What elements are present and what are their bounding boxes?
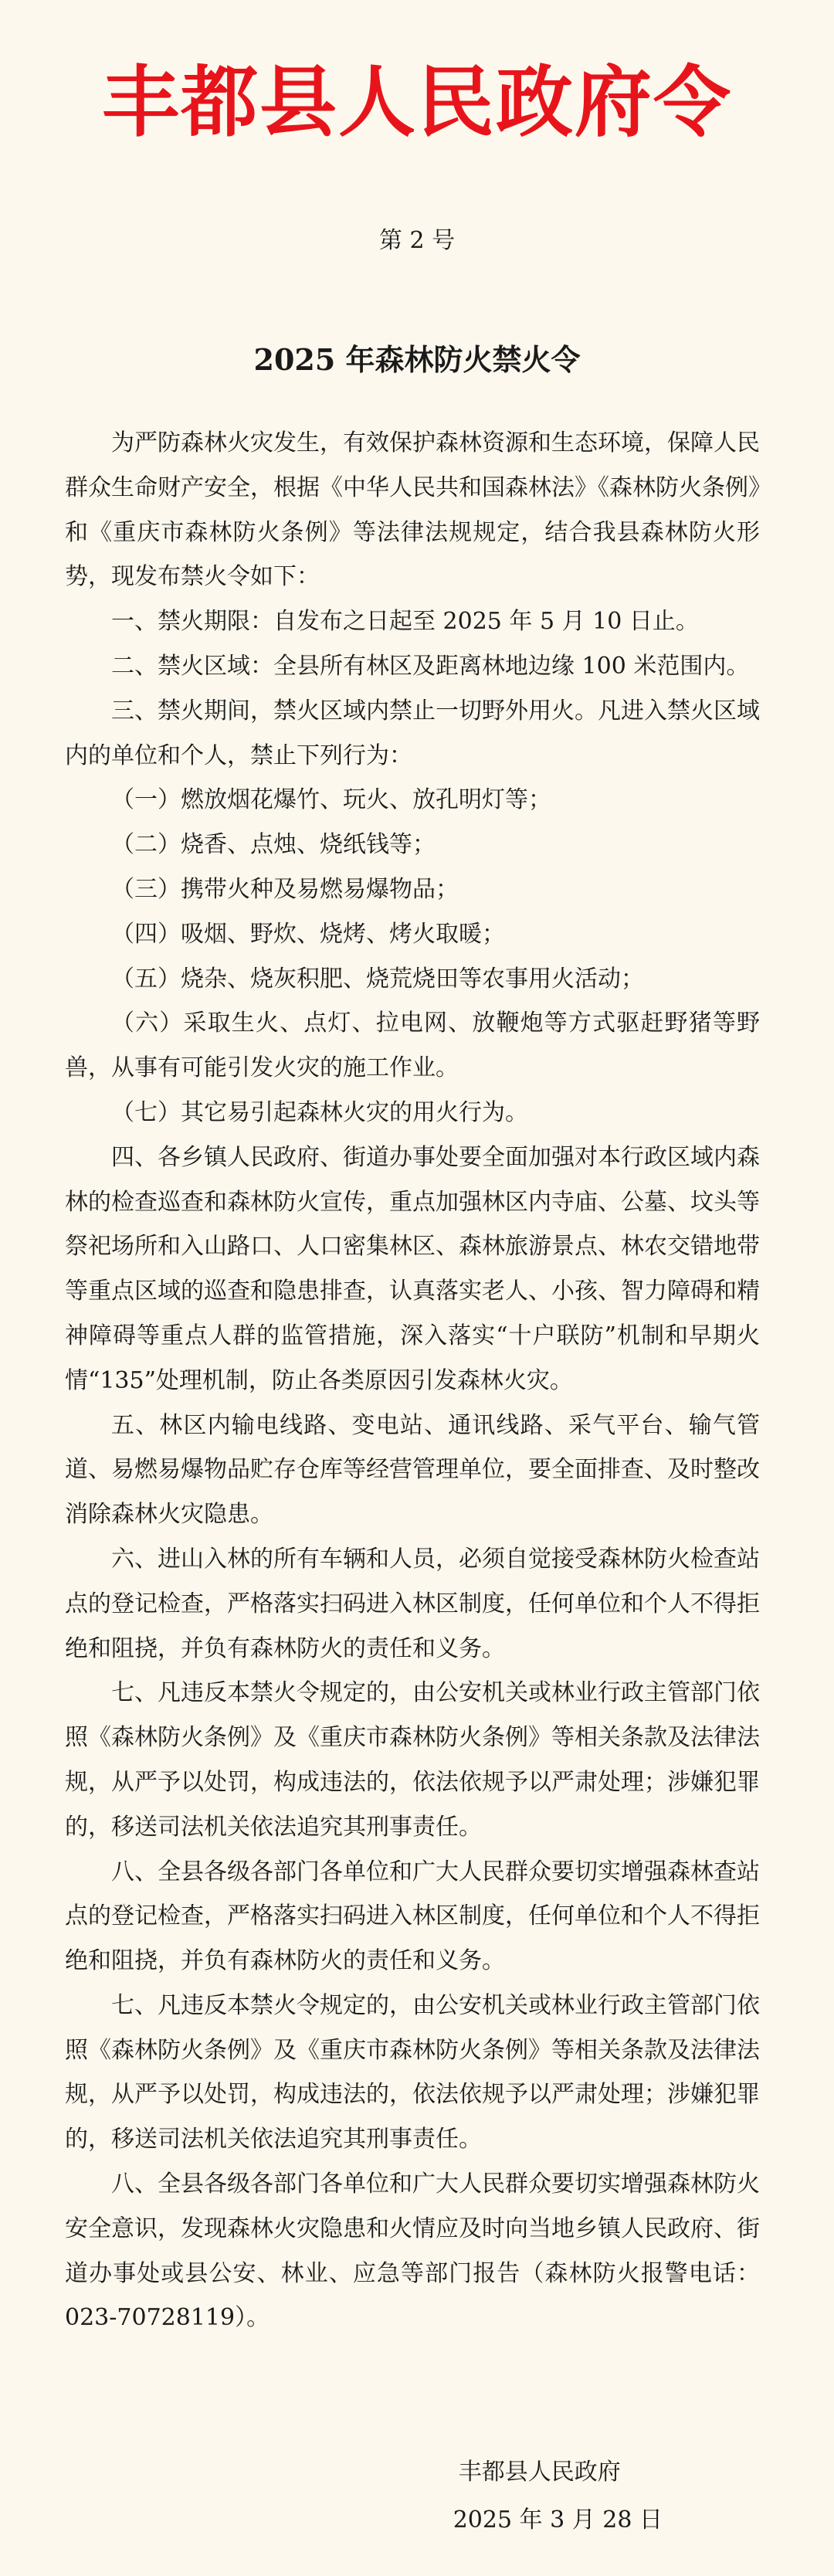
- paragraph-section-7-repeat: 七、凡违反本禁火令规定的，由公安机关或林业行政主管部门依照《森林防火条例》及《重庆市森林防火条例》等相关条款及法律法规，从严予以处罚，构成违法的，依法依规予以严肃处理；涉嫌犯罪的，移送司法机关依法追究其刑事责任。: [65, 1991, 760, 2153]
- issuer-name: 丰都县人民政府: [458, 2459, 621, 2486]
- paragraph-section-6: 六、进山入林的所有车辆和人员，必须自觉接受森林防火检查站点的登记检查，严格落实扫码进入林区制度，任何单位和个人不得拒绝和阻挠，并负有森林防火的责任和义务。: [65, 1545, 760, 1662]
- decree-header-title: 丰都县人民政府令: [102, 56, 732, 148]
- paragraph-section-8-repeat: 八、全县各级各部门各单位和广大人民群众要切实增强森林查站点的登记检查，严格落实扫码进入林区制度，任何单位和个人不得拒绝和阻挠，并负有森林防火的责任和义务。: [65, 1858, 760, 1975]
- paragraph-area: 二、禁火区域：全县所有林区及距离林地边缘 100 米范围内。: [111, 652, 750, 680]
- paragraph-item-6: （六）采取生火、点灯、拉电网、放鞭炮等方式驱赶野猪等野兽，从事有可能引发火灾的施工作业。: [65, 1010, 760, 1082]
- document-number: 第 2 号: [378, 227, 456, 254]
- paragraph-item-1: （一）燃放烟花爆竹、玩火、放孔明灯等；: [111, 786, 551, 814]
- paragraph-item-4: （四）吸烟、野炊、烧烤、烤火取暖；: [111, 920, 505, 948]
- paragraph-item-7: （七）其它易引起森林火灾的用火行为。: [111, 1098, 528, 1126]
- document-title: 2025 年森林防火禁火令: [253, 342, 581, 377]
- paragraph-period: 一、禁火期限：自发布之日起至 2025 年 5 月 10 日止。: [111, 608, 699, 636]
- paragraph-section-5: 五、林区内输电线路、变电站、通讯线路、采气平台、输气管道、易燃易爆物品贮存仓库等经营管理单位，要全面排查、及时整改消除森林火灾隐患。: [65, 1411, 760, 1529]
- paragraph-prohibition: 三、禁火期间，禁火区域内禁止一切野外用火。凡进入禁火区域内的单位和个人，禁止下列行为：: [65, 697, 760, 769]
- paragraph-section-8: 八、全县各级各部门各单位和广大人民群众要切实增强森林防火安全意识，发现森林火灾隐患和火情应及时向当地乡镇人民政府、街道办事处或县公安、林业、应急等部门报告（森林防火报警电话：023-70728119）。: [65, 2170, 760, 2332]
- issue-date: 2025 年 3 月 28 日: [453, 2506, 663, 2534]
- paragraph-intro: 为严防森林火灾发生，有效保护森林资源和生态环境，保障人民群众生命财产安全，根据《中华人民共和国森林法》《森林防火条例》和《重庆市森林防火条例》等法律法规规定，结合我县森林防火形势，现发布禁火令如下：: [65, 429, 760, 591]
- signature-block: [453, 2449, 663, 2544]
- paragraph-section-7: 七、凡违反本禁火令规定的，由公安机关或林业行政主管部门依照《森林防火条例》及《重庆市森林防火条例》等相关条款及法律法规，从严予以处罚，构成违法的，依法依规予以严肃处理；涉嫌犯罪的，移送司法机关依法追究其刑事责任。: [65, 1679, 760, 1841]
- document-body: [65, 421, 760, 2340]
- paragraph-section-4: 四、各乡镇人民政府、街道办事处要全面加强对本行政区域内森林的检查巡查和森林防火宣传，重点加强林区内寺庙、公墓、坟头等祭祀场所和入山路口、人口密集林区、森林旅游景点、林农交错地带等重点区域的巡查和隐患排查，认真落实老人、小孩、智力障碍和精神障碍等重点人群的监管措施，深入落实“十户联防”机制和早期火情“135”处理机制，防止各类原因引发森林火灾。: [65, 1143, 760, 1394]
- paragraph-item-5: （五）烧杂、烧灰积肥、烧荒烧田等农事用火活动；: [111, 965, 644, 993]
- paragraph-item-2: （二）烧香、点烛、烧纸钱等；: [111, 831, 436, 859]
- paragraph-item-3: （三）携带火种及易燃易爆物品；: [111, 875, 459, 903]
